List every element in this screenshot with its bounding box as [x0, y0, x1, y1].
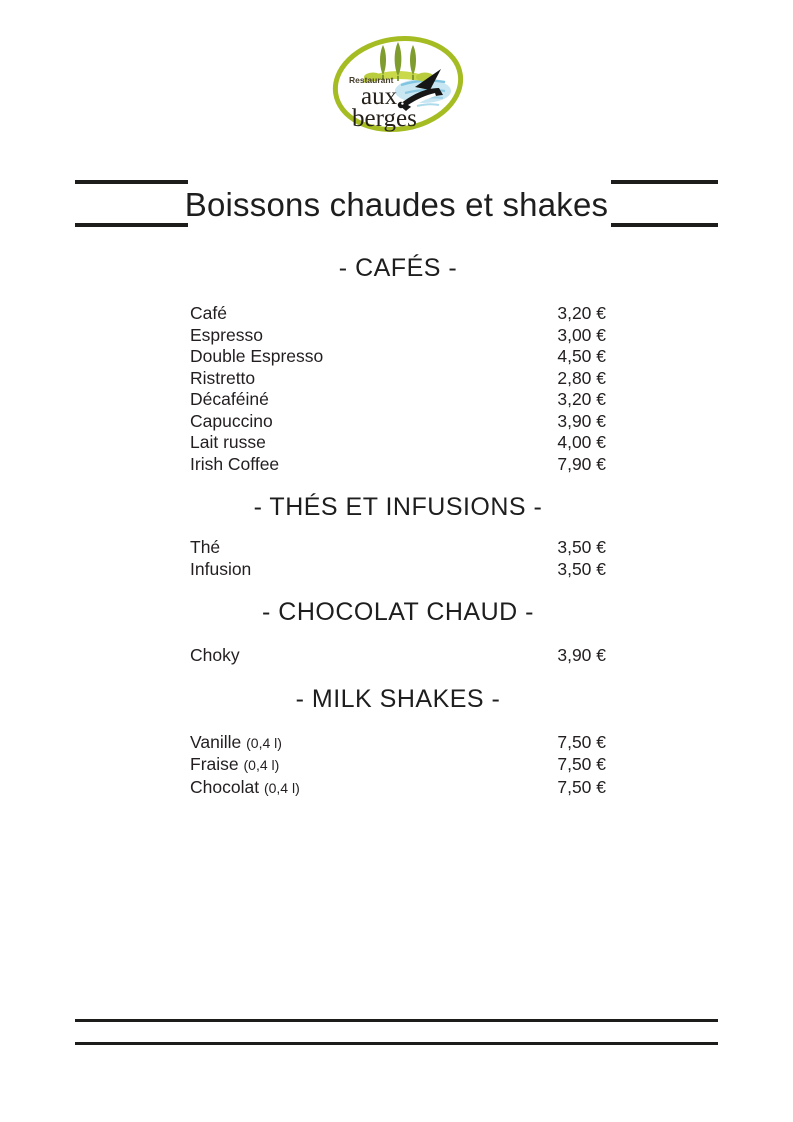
logo-berges-label: berges [352, 105, 417, 132]
item-price: 3,50 € [557, 558, 606, 579]
title-rule-right-top [611, 180, 718, 184]
item-name: Ristretto [190, 367, 256, 388]
footer-rule-top [75, 1019, 718, 1022]
menu-item-row [190, 303, 606, 325]
item-price: 3,90 € [557, 410, 606, 431]
menu-item-row [190, 537, 606, 559]
menu-item-row [190, 777, 606, 800]
menu-item-row [190, 432, 606, 454]
item-price: 7,50 € [557, 731, 606, 752]
item-name: Chocolat (0,4 l) [190, 776, 300, 797]
item-price: 2,80 € [557, 367, 606, 388]
menu-item-row [190, 346, 606, 368]
restaurant-logo [329, 33, 467, 137]
footer-rule-bottom [75, 1042, 718, 1045]
section-title: - CAFÉS - [338, 254, 458, 282]
menu-section [190, 252, 606, 475]
section-items [190, 303, 606, 475]
item-name: Café [190, 303, 227, 323]
section-title: - MILK SHAKES - [295, 684, 501, 713]
item-price: 7,50 € [557, 776, 606, 797]
item-name: Capuccino [190, 410, 273, 431]
menu-item-row [190, 732, 606, 755]
section-title: - THÉS ET INFUSIONS - [253, 493, 543, 521]
item-name: Infusion [190, 558, 252, 579]
menu-section [190, 683, 606, 800]
item-name: Fraise (0,4 l) [190, 754, 280, 774]
menu-item-row [190, 645, 606, 667]
item-price: 7,50 € [557, 754, 606, 774]
item-price: 3,20 € [557, 389, 606, 409]
item-price: 4,50 € [557, 346, 606, 366]
item-price: 4,00 € [557, 432, 606, 452]
item-name: Décaféiné [190, 389, 269, 409]
section-items [190, 645, 606, 667]
menu-section [190, 596, 606, 667]
item-name: Thé [190, 537, 221, 557]
item-price: 7,90 € [557, 453, 606, 474]
item-note: (0,4 l) [263, 779, 300, 796]
section-items [190, 537, 606, 580]
item-note: (0,4 l) [246, 734, 282, 751]
section-items [190, 732, 606, 800]
item-name: Vanille (0,4 l) [190, 731, 282, 752]
item-name: Choky [190, 645, 240, 665]
menu-item-row [190, 454, 606, 476]
item-price: 3,90 € [557, 645, 606, 665]
menu-item-row [190, 754, 606, 777]
item-note: (0,4 l) [243, 757, 280, 773]
menu-item-row [190, 389, 606, 411]
item-price: 3,50 € [557, 537, 606, 557]
section-title: - CHOCOLAT CHAUD - [262, 598, 534, 626]
title-rule-left-top [75, 180, 188, 184]
item-name: Espresso [190, 324, 263, 345]
item-name: Irish Coffee [190, 453, 280, 474]
menu-item-row [190, 411, 606, 433]
logo-restaurant-label: Restaurant [349, 75, 394, 85]
menu-item-row [190, 325, 606, 347]
menu-item-row [190, 368, 606, 390]
item-price: 3,20 € [557, 303, 606, 323]
item-name: Lait russe [190, 432, 266, 452]
menu-section [190, 491, 606, 580]
restaurant-logo-icon [329, 33, 467, 137]
menu-sections [190, 252, 606, 799]
menu-item-row [190, 559, 606, 581]
item-price: 3,00 € [557, 324, 606, 345]
page-title: Boissons chaudes et shakes [184, 186, 609, 223]
logo-aux-label: aux [361, 83, 398, 110]
item-name: Double Espresso [190, 346, 324, 366]
